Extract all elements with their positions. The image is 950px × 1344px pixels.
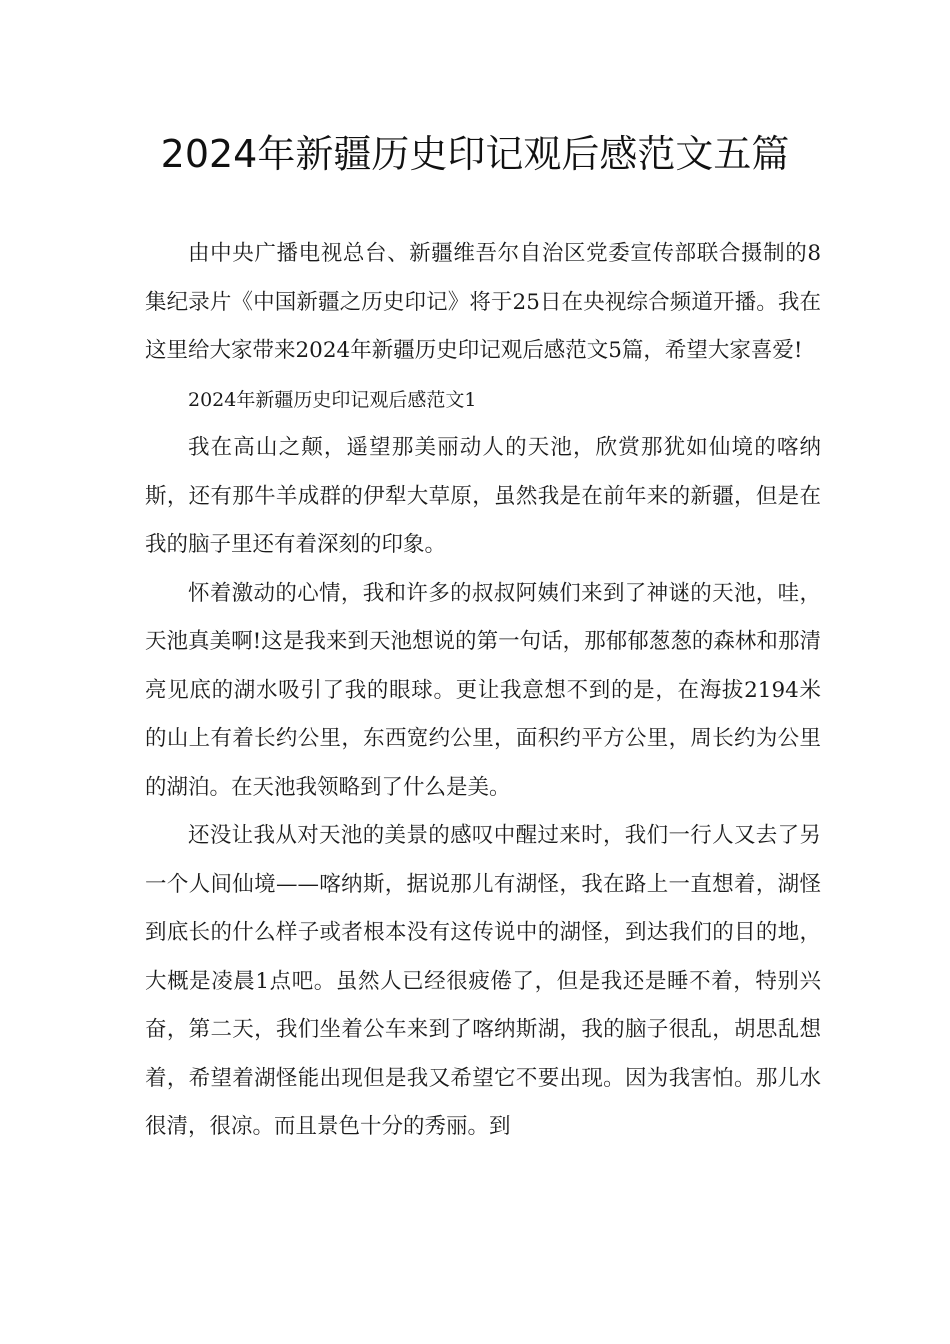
- document-title: 2024年新疆历史印记观后感范文五篇: [160, 132, 790, 176]
- body-paragraph: 还没让我从对天池的美景的感叹中醒过来时，我们一行人又去了另一个人间仙境——喀纳斯，据说那儿有湖怪，我在路上一直想着，湖怪到底长的什么样子或者根本没有这传说中的湖怪，到达我们的目的地，大概是凌晨1点吧。虽然人已经很疲倦了，但是我还是睡不着，特别兴奋，第二天，我们坐着公车来到了喀纳斯湖，我的脑子很乱，胡思乱想着，希望着湖怪能出现但是我又希望它不要出现。因为我害怕。那儿水很清，很凉。而且景色十分的秀丽。到: [145, 823, 821, 1139]
- intro-paragraph: 由中央广播电视总台、新疆维吾尔自治区党委宣传部联合摄制的8集纪录片《中国新疆之历史印记》将于25日在央视综合频道开播。我在这里给大家带来2024年新疆历史印记观后感范文5篇，希望大家喜爱!: [145, 241, 821, 363]
- document-body: [145, 230, 821, 1152]
- section-heading: 2024年新疆历史印记观后感范文1: [188, 388, 477, 411]
- body-paragraph: 我在高山之颠，遥望那美丽动人的天池，欣赏那犹如仙境的喀纳斯，还有那牛羊成群的伊犁大草原，虽然我是在前年来的新疆，但是在我的脑子里还有着深刻的印象。: [145, 435, 821, 557]
- body-paragraph: 怀着激动的心情，我和许多的叔叔阿姨们来到了神谜的天池，哇，天池真美啊!这是我来到天池想说的第一句话，那郁郁葱葱的森林和那清亮见底的湖水吸引了我的眼球。更让我意想不到的是，在海拔2194米的山上有着长约公里，东西宽约公里，面积约平方公里，周长约为公里的湖泊。在天池我领略到了什么是美。: [145, 580, 821, 800]
